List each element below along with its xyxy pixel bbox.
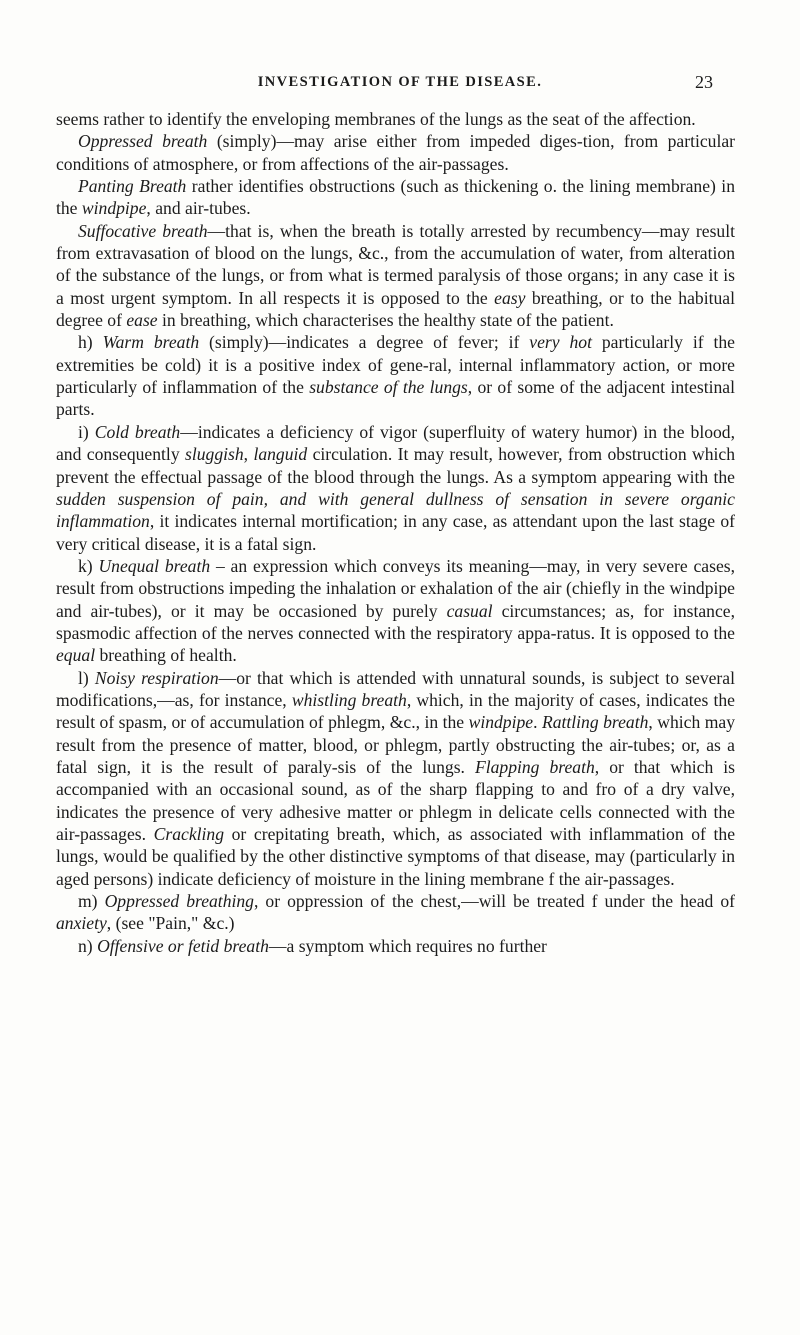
body-text — [56, 108, 735, 957]
text-segment: m) — [78, 891, 105, 912]
paragraph — [56, 331, 735, 420]
paragraph — [56, 130, 735, 175]
text-segment: , it indicates internal mortification; in any case, as attendant upon the last stage of very critical disease, it is a fatal sign. — [56, 511, 735, 554]
text-segment: (simply)—indicates a degree of fever; if — [199, 332, 530, 353]
text-segment: —a symptom which requires no further — [268, 935, 547, 956]
text-segment: particularly if the extremities be cold) it is a positive index of gene-ral, internal inflammatory action, or more particularly of inflammation of the — [56, 332, 735, 398]
italic-text: ease — [126, 310, 158, 331]
text-segment: k) — [78, 555, 99, 576]
text-segment: , and air-tubes. — [146, 198, 251, 219]
italic-text: easy — [494, 287, 526, 308]
italic-text: anxiety — [56, 913, 107, 934]
italic-text: Unequal breath — [98, 555, 211, 576]
text-segment: rather identifies obstructions (such as thickening o. the lining membrane) in the — [56, 176, 735, 219]
italic-text: Warm breath — [102, 332, 200, 353]
text-segment: —or that which is attended with unnatural sounds, is subject to several modifications,—as, for instance, — [56, 667, 735, 710]
italic-text: Oppressed breathing — [104, 891, 254, 912]
italic-text: languid — [253, 444, 308, 465]
italic-text: windpipe — [81, 198, 147, 219]
text-segment: , or that which is accompanied with an occasional sound, as of the sharp flapping to and fro of a dry valve, indicates the presence of very adhesive matter or phlegm in delicate cells connected with the air-passages. — [56, 756, 736, 844]
text-segment: – an expression which conveys its meaning—may, in very severe cases, result from obstructions impeding the inhalation or exhalation of the air (chiefly in the windpipe and air-tubes), or it may be occasioned by purely — [56, 555, 736, 621]
paragraph — [56, 108, 735, 130]
text-segment: , which, in the majority of cases, indicates the result of spasm, or of accumulation of phlegm, &c., in the — [56, 689, 735, 733]
running-title: INVESTIGATION OF THE DISEASE. — [257, 74, 543, 90]
text-segment: . — [533, 712, 542, 733]
paragraph — [56, 890, 735, 935]
text-segment: breathing of health. — [95, 645, 237, 666]
italic-text: substance of the lungs — [309, 377, 468, 398]
text-segment: or crepitating breath, which, as associated with inflammation of the lungs, would be qualified by the other distinctive symptoms of that disease, may (particularly in aged persons) indicate deficiency of moisture in the lining membrane f the air-passages. — [56, 824, 735, 889]
text-segment: seems rather to identify the enveloping membranes of the lungs as the seat of the affection. — [56, 109, 696, 129]
text-segment: , or oppression of the chest,—will be treated f under the head of — [253, 891, 735, 912]
italic-text: sudden suspension of pain, and with general dullness of sensation in severe organic inflammation — [56, 488, 735, 532]
running-head — [0, 72, 800, 96]
italic-text: whistling breath — [291, 689, 407, 710]
italic-text: Noisy respiration — [94, 667, 219, 688]
text-segment: —that is, when the breath is totally arrested by recumbency—may result from extravasation of blood on the lungs, &c., from the accumulation of water, from alteration of the substance of the lungs, or from what is termed paralysis of those organs; in any case it is a most urgent symptom. In all respects it is opposed to the — [56, 220, 735, 308]
text-segment: , or of some of the adjacent intestinal parts. — [56, 377, 735, 420]
page-number: 23 — [695, 72, 713, 92]
text-segment: —indicates a deficiency of vigor (superfluity of watery humor) in the blood, and consequently — [56, 421, 735, 465]
text-segment: circulation. It may result, however, from obstruction which prevent the effectual passage of the blood through the lungs. As a symptom appearing with the — [56, 444, 736, 487]
italic-text: Cold breath — [94, 421, 181, 442]
italic-text: Flapping breath — [474, 756, 595, 777]
italic-text: equal — [56, 645, 96, 666]
text-segment: breathing, or to the habitual degree of — [56, 287, 735, 331]
italic-text: Rattling breath — [541, 712, 649, 733]
italic-text: Offensive or fetid breath — [97, 935, 269, 956]
text-segment: , (see "Pain," &c.) — [106, 913, 235, 934]
paragraph — [56, 555, 735, 667]
italic-text: Suffocative breath — [78, 220, 208, 241]
text-segment: i) — [78, 421, 95, 442]
text-segment: in breathing, which characterises the healthy state of the patient. — [157, 310, 614, 331]
text-segment: , which may result from the presence of matter, blood, or phlegm, partly obstructing the air-tubes; or, as a fatal sign, it is the result of paraly-sis of the lungs. — [56, 712, 735, 777]
text-segment: h) — [78, 332, 103, 353]
paragraph — [56, 667, 735, 890]
paragraph — [56, 175, 735, 220]
italic-text: very hot — [529, 332, 592, 353]
italic-text: windpipe — [468, 712, 534, 733]
text-segment: circumstances; as, for instance, spasmodic affection of the nerves connected with the respiratory appa-ratus. It is opposed to the — [56, 600, 735, 643]
paragraph — [56, 220, 735, 332]
italic-text: Panting Breath — [78, 176, 187, 197]
text-segment: l) — [78, 667, 95, 688]
italic-text: Crackling — [153, 824, 225, 844]
italic-text: sluggish — [185, 444, 244, 465]
paragraph — [56, 421, 735, 555]
italic-text: Oppressed breath — [78, 131, 208, 152]
text-segment: n) — [78, 935, 98, 956]
text-segment: (simply)—may arise either from impeded diges-tion, from particular conditions of atmosphere, or from affections of the air-passages. — [56, 131, 736, 174]
italic-text: casual — [446, 600, 493, 621]
paragraph — [56, 935, 735, 957]
text-segment: , — [243, 444, 254, 465]
